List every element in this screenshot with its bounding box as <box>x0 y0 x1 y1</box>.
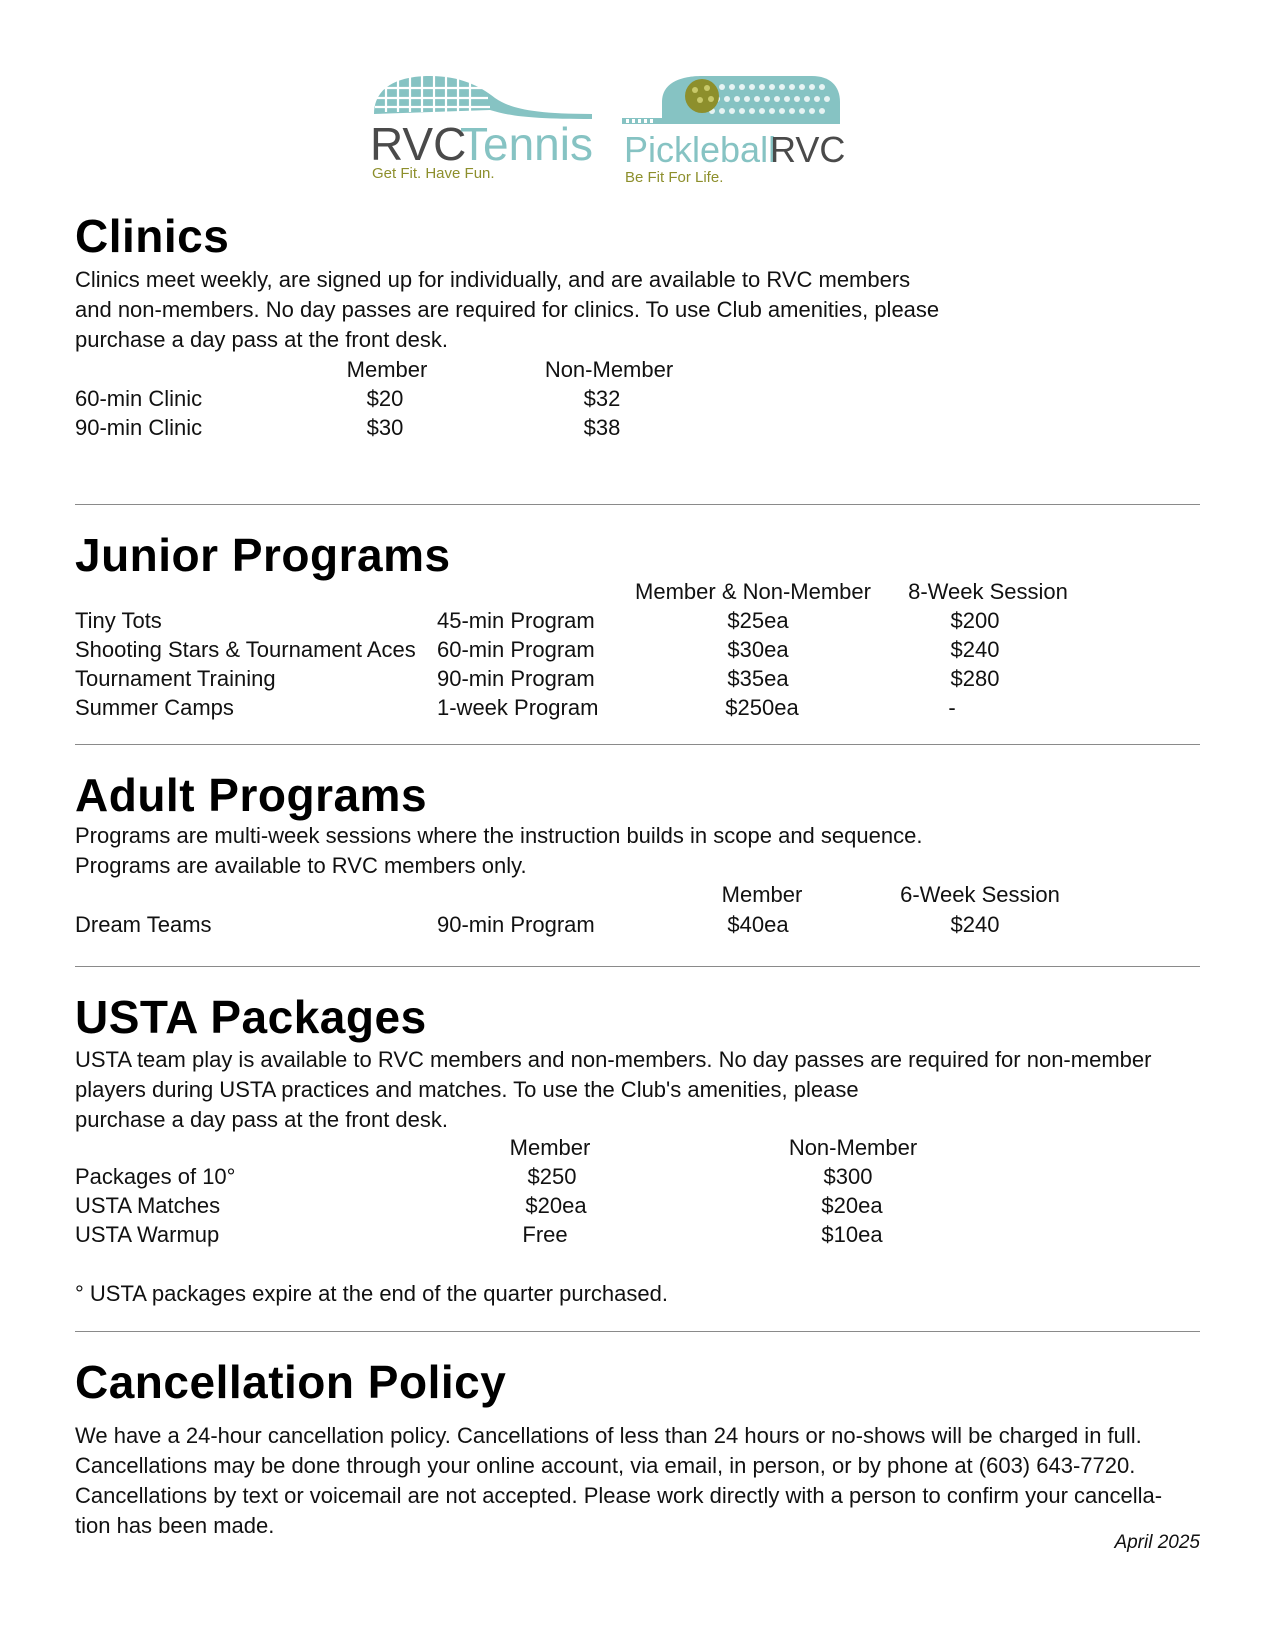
cancellation-line: We have a 24-hour cancellation policy. Cancellations of less than 24 hours or no-shows will be charged in full. <box>75 1423 1142 1448</box>
adult-description <box>75 821 922 881</box>
junior-row-duration: 90-min Program <box>437 666 595 691</box>
junior-row-session: $280 <box>950 666 1000 691</box>
adult-row-duration: 90-min Program <box>437 912 595 937</box>
junior-row-session: $240 <box>950 637 1000 662</box>
junior-row-price: $30ea <box>727 637 789 662</box>
clinics-row-member: $30 <box>366 415 404 440</box>
usta-description-line: purchase a day pass at the front desk. <box>75 1107 449 1132</box>
junior-row-duration: 45-min Program <box>437 608 595 633</box>
section-divider <box>75 1331 1200 1332</box>
cancellation-line: Cancellations by text or voicemail are not accepted. Please work directly with a person to confirm your cancella- <box>75 1483 1163 1508</box>
usta-row-non-member: $10ea <box>821 1222 883 1247</box>
svg-text:Pickleball: Pickleball <box>624 129 777 170</box>
cancellation-policy-text <box>75 1421 1162 1541</box>
section-divider <box>75 504 1200 505</box>
usta-row-member: $250 <box>527 1164 577 1189</box>
clinics-row-non-member: $32 <box>583 386 621 411</box>
junior-row-name: Shooting Stars & Tournament Aces <box>75 637 416 662</box>
junior-row-name: Summer Camps <box>75 695 234 720</box>
svg-text:RVC: RVC <box>370 118 467 170</box>
clinics-description-line: Clinics meet weekly, are signed up for individually, and are available to RVC members <box>75 267 911 292</box>
usta-row-name: USTA Warmup <box>75 1222 220 1247</box>
junior-row-price: $25ea <box>727 608 789 633</box>
clinics-row-non-member: $38 <box>583 415 621 440</box>
junior-header-price: Member & Non-Member <box>635 579 871 604</box>
document-date: April 2025 <box>1114 1532 1200 1553</box>
tennis-racket-icon <box>370 72 600 187</box>
section-divider <box>75 744 1200 745</box>
usta-description <box>75 1045 1151 1135</box>
clinics-header-member: Member <box>346 357 428 382</box>
clinics-row-name: 60-min Clinic <box>75 386 203 411</box>
clinics-description <box>75 265 939 355</box>
pickleball-rvc-logo <box>622 72 852 192</box>
clinics-row-name: 90-min Clinic <box>75 415 203 440</box>
svg-text:Be Fit For Life.: Be Fit For Life. <box>625 169 724 186</box>
usta-packages-heading: USTA Packages <box>75 991 427 1043</box>
pickleball-paddle-icon <box>622 72 852 187</box>
clinics-heading: Clinics <box>75 210 230 262</box>
usta-header-non-member: Non-Member <box>788 1135 918 1160</box>
junior-row-price: $250ea <box>725 695 799 720</box>
clinics-row-member: $20 <box>366 386 404 411</box>
junior-row-duration: 1-week Program <box>437 695 599 720</box>
usta-row-name: USTA Matches <box>75 1193 221 1218</box>
usta-row-non-member: $300 <box>823 1164 873 1189</box>
adult-header-member: Member <box>721 882 803 907</box>
rvc-tennis-logo <box>370 72 600 192</box>
usta-description-line: players during USTA practices and matches. To use the Club's amenities, please <box>75 1077 859 1102</box>
cancellation-line: Cancellations may be done through your online account, via email, in person, or by phone at (603) 643-7720. <box>75 1453 1136 1478</box>
adult-description-line: Programs are multi-week sessions where the instruction builds in scope and sequence. <box>75 823 923 848</box>
junior-row-price: $35ea <box>727 666 789 691</box>
junior-row-session: $200 <box>950 608 1000 633</box>
adult-programs-heading: Adult Programs <box>75 769 428 821</box>
svg-text:Get Fit. Have Fun.: Get Fit. Have Fun. <box>372 165 495 182</box>
junior-programs-heading: Junior Programs <box>75 529 451 581</box>
usta-row-member: Free <box>522 1222 568 1247</box>
section-divider <box>75 966 1200 967</box>
junior-row-session: - <box>948 695 956 720</box>
adult-row-price: $40ea <box>727 912 789 937</box>
svg-text:RVC: RVC <box>770 129 846 170</box>
usta-row-name: Packages of 10° <box>75 1164 236 1189</box>
junior-header-session: 8-Week Session <box>908 579 1068 604</box>
usta-footnote: ° USTA packages expire at the end of the quarter purchased. <box>75 1281 668 1306</box>
junior-row-name: Tiny Tots <box>75 608 162 633</box>
usta-row-member: $20ea <box>525 1193 587 1218</box>
usta-row-non-member: $20ea <box>821 1193 883 1218</box>
adult-row-session: $240 <box>950 912 1000 937</box>
adult-header-session: 6-Week Session <box>900 882 1060 907</box>
junior-row-duration: 60-min Program <box>437 637 595 662</box>
clinics-description-line: and non-members. No day passes are required for clinics. To use Club amenities, please <box>75 297 940 322</box>
usta-description-line: USTA team play is available to RVC members and non-members. No day passes are required for non-member <box>75 1047 1152 1072</box>
clinics-header-non-member: Non-Member <box>544 357 674 382</box>
clinics-description-line: purchase a day pass at the front desk. <box>75 327 449 352</box>
junior-row-name: Tournament Training <box>75 666 276 691</box>
svg-text:Tennis: Tennis <box>460 118 593 170</box>
cancellation-line: tion has been made. <box>75 1513 275 1538</box>
usta-header-member: Member <box>509 1135 591 1160</box>
adult-row-name: Dream Teams <box>75 912 212 937</box>
cancellation-policy-heading: Cancellation Policy <box>75 1356 507 1408</box>
adult-description-line: Programs are available to RVC members only. <box>75 853 527 878</box>
